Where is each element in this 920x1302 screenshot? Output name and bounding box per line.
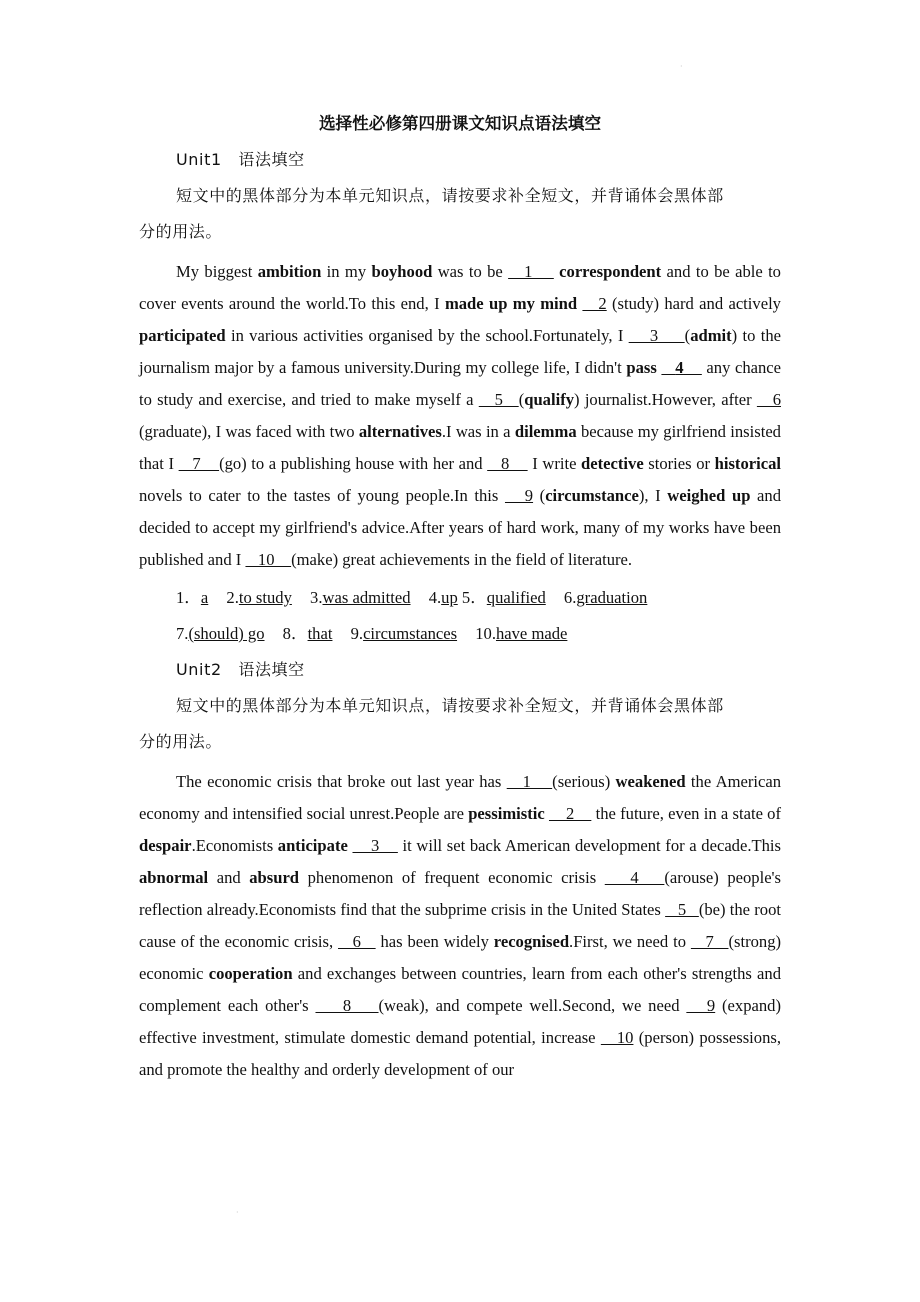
answer-10: 10.have made bbox=[475, 624, 568, 643]
unit2-instruction-line2: 分的用法。 bbox=[139, 732, 223, 751]
document-page bbox=[139, 112, 781, 1090]
answer-7: 7.(should) go bbox=[176, 624, 265, 643]
corner-mark: · bbox=[236, 1208, 239, 1217]
corner-mark: · bbox=[680, 62, 683, 71]
unit1-instruction-line1: 短文中的黑体部分为本单元知识点，请按要求补全短文，并背诵体会黑体部 bbox=[176, 186, 724, 205]
unit1-passage: My biggest ambition in my boyhood was to be 1 correspondent and to be able to cover events around the world.To this end, I made up my mind 2 (study) hard and actively participated in various activities organised by the school.Fortunately, I 3 (admit) to the journalism major by a famous university.During my college life, I didn't pass 4 any chance to study and exercise, and tried to make myself a 5 (qualify) journalist.However, after 6 (graduate), I was faced with two alternatives.I was in a dilemma because my girlfriend insisted that I 7 (go) to a publishing house with her and 8 I write detective stories or historical novels to cater to the tastes of young people.In this 9 (circumstance), I weighed up and decided to accept my girlfriend's advice.After years of hard work, many of my works have been published and I 10 (make) great achievements in the field of literature. bbox=[139, 262, 782, 569]
unit2-passage: The economic crisis that broke out last year has 1 (serious) weakened the American economy and intensified social unrest.People are pessimistic 2 the future, even in a state of despair.Economists anticipate 3 it will set back American development for a decade.This abnormal and absurd phenomenon of frequent economic crisis 4 (arouse) people's reflection already.Economists find that the subprime crisis in the United States 5 (be) the root cause of the economic crisis, 6 has been widely recognised.First, we need to 7 (strong) economic cooperation and exchanges between countries, learn from each other's strengths and complement each other's 8 (weak), and compete well.Second, we need 9 (expand) effective investment, stimulate domestic demand potential, increase 10 (person) possessions, and promote the healthy and orderly development of our bbox=[139, 772, 782, 1079]
answer-4: 4.up bbox=[428, 588, 458, 607]
unit2-heading: Unit2 语法填空 bbox=[176, 660, 305, 679]
answer-6: 6.graduation bbox=[563, 588, 648, 607]
page-title: 选择性必修第四册课文知识点语法填空 bbox=[318, 114, 602, 133]
unit1-answers-line2 bbox=[139, 616, 781, 652]
answer-5: 5．qualified bbox=[461, 588, 546, 607]
unit1-answers-line1 bbox=[139, 580, 781, 616]
answer-1: 1．a bbox=[176, 588, 209, 607]
unit2-instruction-line1: 短文中的黑体部分为本单元知识点，请按要求补全短文，并背诵体会黑体部 bbox=[176, 696, 724, 715]
unit1-heading: Unit1 语法填空 bbox=[176, 150, 305, 169]
answer-3: 3.was admitted bbox=[310, 588, 411, 607]
answer-9: 9.circumstances bbox=[350, 624, 458, 643]
answer-8: 8．that bbox=[282, 624, 333, 643]
answer-2: 2.to study bbox=[226, 588, 292, 607]
unit1-instruction-line2: 分的用法。 bbox=[139, 222, 223, 241]
